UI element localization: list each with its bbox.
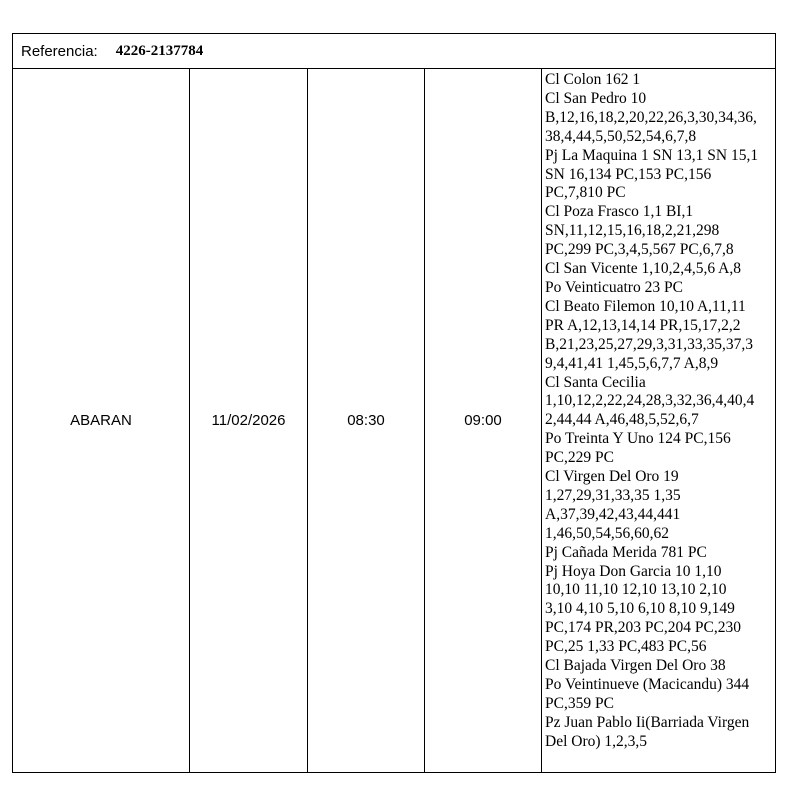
street-line: Cl Santa Cecilia (545, 373, 646, 391)
reference-number: 4226-2137784 (115, 42, 204, 59)
street-line: Pj La Maquina 1 SN 13,1 SN 15,1 (545, 146, 759, 164)
date-cell: 11/02/2026 (190, 69, 308, 772)
street-line: Po Treinta Y Uno 124 PC,156 (545, 430, 731, 448)
street-line: PC,299 PC,3,4,5,567 PC,6,7,8 (545, 241, 734, 259)
street-line: B,21,23,25,27,29,3,31,33,35,37,3 (545, 335, 753, 353)
street-line: PR A,12,13,14,14 PR,15,17,2,2 (545, 316, 741, 334)
street-line: PC,174 PR,203 PC,204 PC,230 (545, 619, 741, 637)
street-line: SN 16,134 PC,153 PC,156 (545, 165, 712, 183)
affected-streets-cell (542, 69, 775, 772)
street-line: 3,10 4,10 5,10 6,10 8,10 9,149 (545, 600, 735, 618)
street-line: Cl Beato Filemon 10,10 A,11,11 (545, 297, 746, 315)
street-line: 9,4,41,41 1,45,5,6,7,7 A,8,9 (545, 354, 719, 372)
street-line: Cl Colon 162 1 (545, 71, 641, 88)
street-line: Pj Cañada Merida 781 PC (545, 543, 707, 561)
street-line: PC,25 1,33 PC,483 PC,56 (545, 638, 707, 656)
street-line: A,37,39,42,43,44,441 (545, 505, 681, 523)
street-line: 38,4,44,5,50,52,54,6,7,8 (545, 127, 697, 145)
street-line: Cl San Vicente 1,10,2,4,5,6 A,8 (545, 260, 741, 278)
reference-row (13, 34, 775, 69)
street-line: PC,359 PC (545, 694, 614, 712)
start-time-cell: 08:30 (308, 69, 425, 772)
street-line: PC,7,810 PC (545, 184, 626, 202)
street-line: 1,46,50,54,56,60,62 (545, 524, 669, 542)
end-time-cell: 09:00 (425, 69, 542, 772)
table-row (13, 69, 775, 772)
street-line: Po Veinticuatro 23 PC (545, 278, 683, 296)
street-line: Po Veintinueve (Macicandu) 344 (545, 676, 750, 693)
street-line: 2,44,44 A,46,48,5,52,6,7 (545, 411, 699, 429)
municipality-cell: ABARAN (13, 69, 190, 772)
street-line: Cl Bajada Virgen Del Oro 38 (545, 657, 726, 675)
street-line: B,12,16,18,2,20,22,26,3,30,34,36, (545, 108, 757, 126)
street-line: 1,27,29,31,33,35 1,35 (545, 486, 681, 504)
street-line: PC,229 PC (545, 449, 614, 467)
street-line: Cl Virgen Del Oro 19 (545, 468, 679, 486)
street-line: Del Oro) 1,2,3,5 (545, 732, 648, 750)
street-line: Pz Juan Pablo Ii(Barriada Virgen (545, 713, 750, 731)
reference-label: Referencia: (21, 42, 98, 60)
street-line: Cl San Pedro 10 (545, 89, 647, 107)
street-line: SN,11,12,15,16,18,2,21,298 (545, 222, 720, 240)
street-line: 1,10,12,2,22,24,28,3,32,36,4,40,4 (545, 392, 755, 410)
street-line: 10,10 11,10 12,10 13,10 2,10 (545, 581, 727, 599)
notice-table (12, 33, 776, 773)
street-line: Pj Hoya Don Garcia 10 1,10 (545, 562, 722, 580)
street-line: Cl Poza Frasco 1,1 BI,1 (545, 203, 694, 221)
